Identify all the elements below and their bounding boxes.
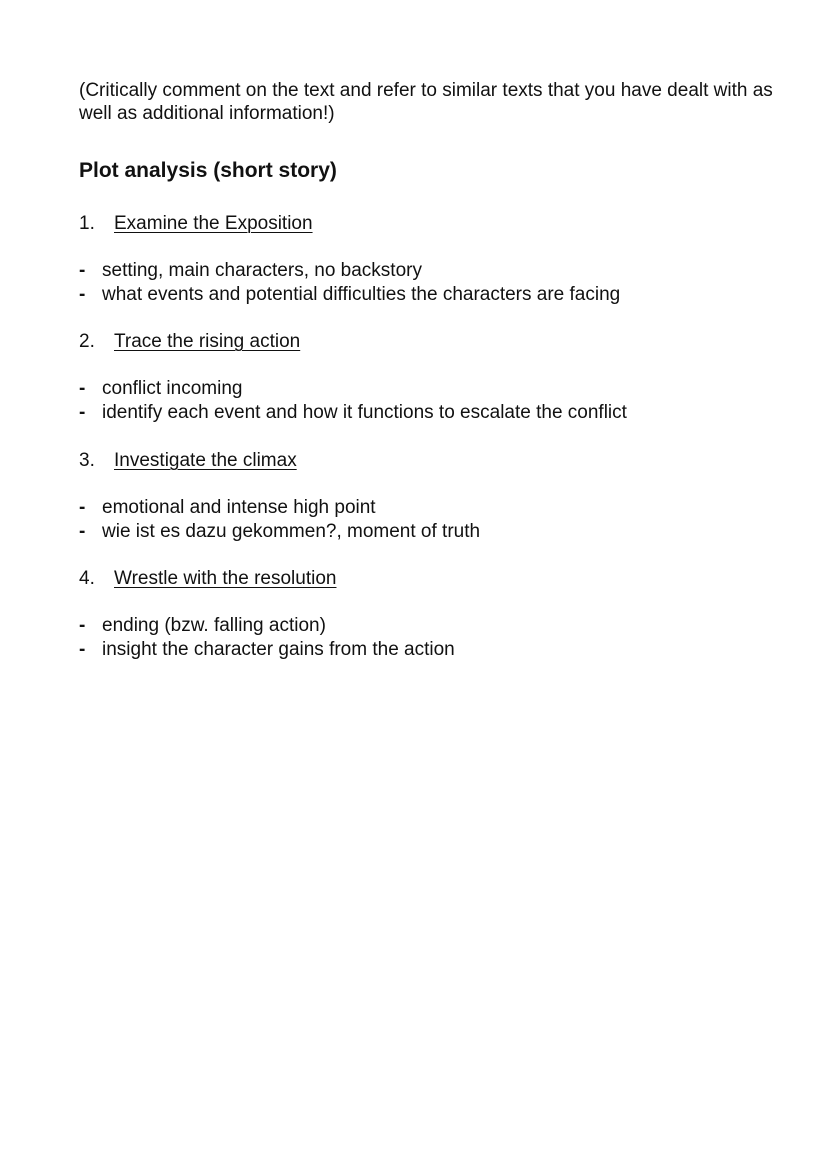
bullet-text: ending (bzw. falling action) <box>102 615 326 636</box>
bullet-text: insight the character gains from the action <box>102 639 455 660</box>
section-rising-action <box>79 330 779 425</box>
bullet-dash: - <box>79 497 86 518</box>
bullet-list <box>79 496 779 544</box>
bullet-text: setting, main characters, no backstory <box>102 260 422 281</box>
bullet-text: identify each event and how it functions to escalate the conflict <box>102 402 627 423</box>
section-heading <box>79 449 779 473</box>
list-item <box>79 377 779 401</box>
section-climax <box>79 449 779 544</box>
bullet-dash: - <box>79 521 86 542</box>
bullet-dash: - <box>79 639 86 660</box>
section-title: Trace the rising action <box>114 331 301 352</box>
bullet-text: conflict incoming <box>102 378 243 399</box>
section-heading <box>79 212 779 236</box>
section-exposition <box>79 212 779 307</box>
list-item <box>79 259 779 283</box>
intro-note: (Critically comment on the text and refer to similar texts that you have dealt with as well as additional information!) <box>79 80 773 124</box>
list-item <box>79 638 779 662</box>
section-heading <box>79 567 779 591</box>
section-number: 2. <box>79 331 95 352</box>
page-title: Plot analysis (short story) <box>79 159 337 182</box>
bullet-dash: - <box>79 284 86 305</box>
bullet-text: wie ist es dazu gekommen?, moment of truth <box>102 521 481 542</box>
section-resolution <box>79 567 779 662</box>
section-title: Examine the Exposition <box>114 213 313 234</box>
bullet-dash: - <box>79 260 86 281</box>
list-item <box>79 496 779 520</box>
bullet-list <box>79 377 779 425</box>
list-item <box>79 614 779 638</box>
list-item <box>79 520 779 544</box>
section-title: Wrestle with the resolution <box>114 568 337 589</box>
list-item <box>79 283 779 307</box>
section-title: Investigate the climax <box>114 450 297 471</box>
bullet-dash: - <box>79 378 86 399</box>
bullet-list <box>79 614 779 662</box>
section-number: 3. <box>79 450 95 471</box>
bullet-dash: - <box>79 615 86 636</box>
section-number: 4. <box>79 568 95 589</box>
bullet-text: emotional and intense high point <box>102 497 376 518</box>
section-heading <box>79 330 779 354</box>
section-number: 1. <box>79 213 95 234</box>
bullet-dash: - <box>79 402 86 423</box>
bullet-list <box>79 259 779 307</box>
bullet-text: what events and potential difficulties the characters are facing <box>102 284 621 305</box>
list-item <box>79 401 779 425</box>
